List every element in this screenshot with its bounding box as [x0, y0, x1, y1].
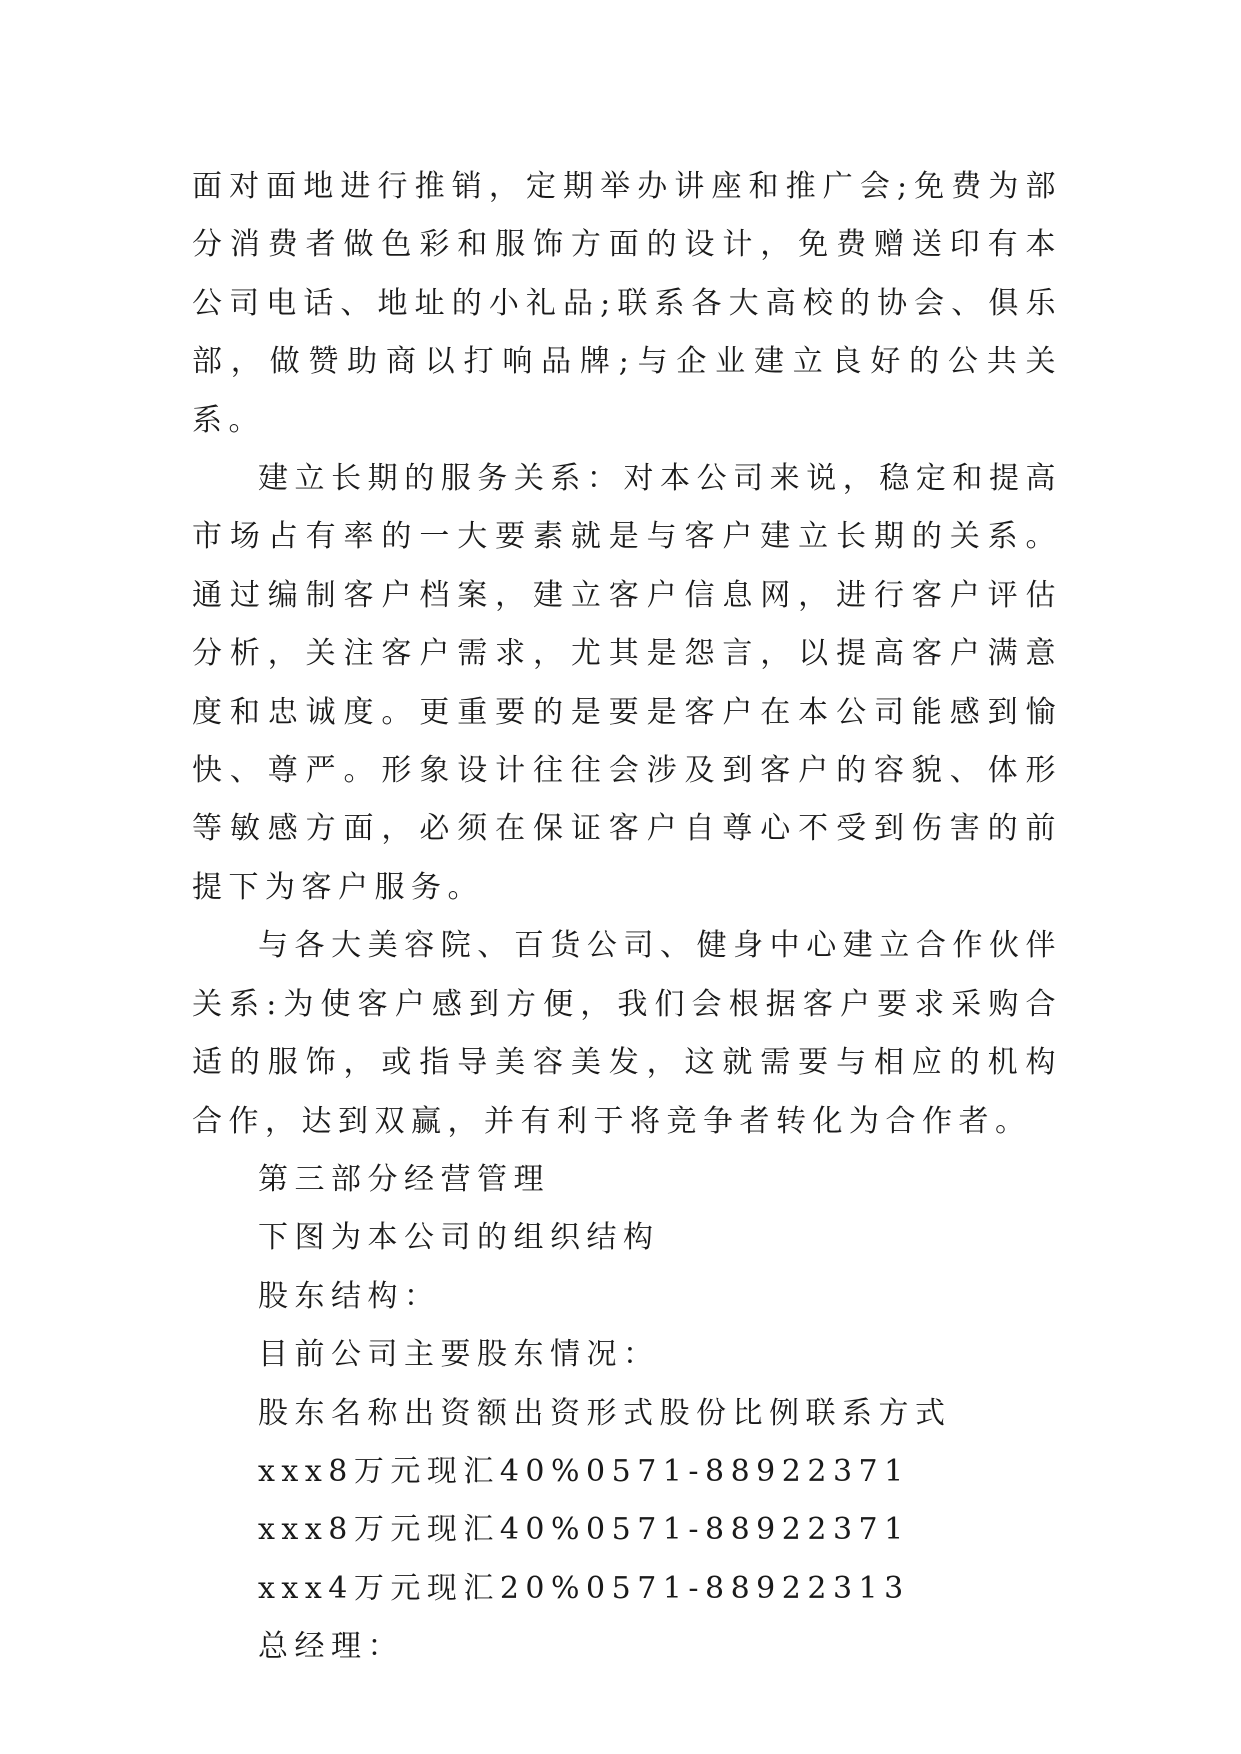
section-title: 第三部分经营管理	[258, 1161, 550, 1197]
shareholder-heading: 股东结构：	[258, 1278, 441, 1314]
paragraph-service-relations: 建立长期的服务关系：对本公司来说，稳定和提高市场占有率的一大要素就是与客户建立长期的关系。通过编制客户档案，建立客户信息网，进行客户评估分析，关注客户需求，尤其是怨言，以提高客户满意度和忠诚度。更重要的是要是客户在本公司能感到愉快、尊严。形象设计往往会涉及到客户的容貌、体形等敏感方面，必须在保证客户自尊心不受到伤害的前提下为客户服务。	[192, 461, 1062, 905]
shareholder-row: xxx4万元现汇20%0571-88922313	[258, 1570, 910, 1606]
shareholder-table-header: 股东名称出资额出资形式股份比例联系方式	[258, 1395, 952, 1431]
shareholder-row: xxx8万元现汇40%0571-88922371	[258, 1453, 910, 1489]
paragraph-partnerships: 与各大美容院、百货公司、健身中心建立合作伙伴关系:为使客户感到方便，我们会根据客户要求采购合适的服饰，或指导美容美发，这就需要与相应的机构合作，达到双赢，并有利于将竞争者转化为合作者。	[192, 928, 1062, 1139]
org-structure-caption: 下图为本公司的组织结构	[258, 1220, 660, 1256]
document-body	[192, 158, 1062, 1677]
shareholder-row: xxx8万元现汇40%0571-88922371	[258, 1512, 910, 1548]
shareholder-intro: 目前公司主要股东情况：	[258, 1337, 660, 1373]
general-manager-heading: 总经理：	[258, 1629, 404, 1665]
paragraph-promotion: 面对面地进行推销，定期举办讲座和推广会;免费为部分消费者做色彩和服饰方面的设计，免费赠送印有本公司电话、地址的小礼品;联系各大高校的协会、俱乐部，做赞助商以打响品牌;与企业建立良好的公共关系。	[192, 169, 1062, 438]
